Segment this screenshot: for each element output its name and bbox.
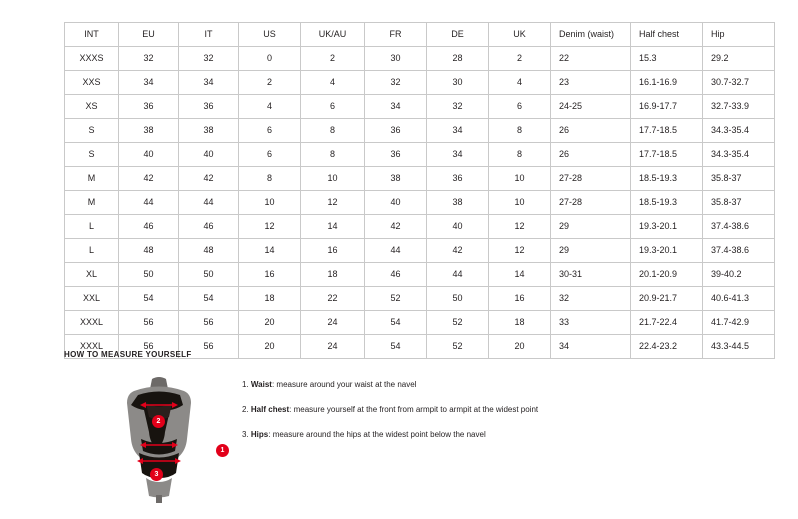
cell-it: 46 — [179, 215, 239, 239]
cell-us: 16 — [239, 263, 301, 287]
cell-ukau: 4 — [301, 71, 365, 95]
cell-eu: 40 — [119, 143, 179, 167]
cell-uk: 2 — [489, 47, 551, 71]
cell-eu: 54 — [119, 287, 179, 311]
cell-int: XL — [65, 263, 119, 287]
cell-it: 36 — [179, 95, 239, 119]
cell-ukau: 8 — [301, 143, 365, 167]
cell-fr: 54 — [365, 335, 427, 359]
cell-it: 42 — [179, 167, 239, 191]
cell-uk: 6 — [489, 95, 551, 119]
how-to-measure-body — [64, 369, 734, 499]
cell-ukau: 12 — [301, 191, 365, 215]
how-to-measure-section — [64, 350, 734, 499]
cell-hip: 40.6-41.3 — [703, 287, 775, 311]
cell-eu: 48 — [119, 239, 179, 263]
cell-uk: 10 — [489, 167, 551, 191]
cell-fr: 32 — [365, 71, 427, 95]
cell-uk: 12 — [489, 215, 551, 239]
cell-us: 18 — [239, 287, 301, 311]
cell-de: 36 — [427, 167, 489, 191]
cell-us: 14 — [239, 239, 301, 263]
column-header-fr: FR — [365, 23, 427, 47]
table-row — [65, 239, 775, 263]
cell-hip: 34.3-35.4 — [703, 119, 775, 143]
cell-uk: 8 — [489, 119, 551, 143]
cell-us: 10 — [239, 191, 301, 215]
cell-eu: 34 — [119, 71, 179, 95]
step-number: 1. — [242, 380, 249, 389]
cell-fr: 44 — [365, 239, 427, 263]
cell-int: XXXS — [65, 47, 119, 71]
cell-eu: 36 — [119, 95, 179, 119]
step-text: : measure yourself at the front from armpit to armpit at the widest point — [289, 405, 539, 414]
cell-us: 12 — [239, 215, 301, 239]
cell-de: 40 — [427, 215, 489, 239]
cell-us: 8 — [239, 167, 301, 191]
cell-denim-waist: 29 — [551, 215, 631, 239]
cell-it: 34 — [179, 71, 239, 95]
cell-int: XXS — [65, 71, 119, 95]
cell-de: 44 — [427, 263, 489, 287]
cell-hip: 29.2 — [703, 47, 775, 71]
table-row — [65, 215, 775, 239]
cell-uk: 4 — [489, 71, 551, 95]
table-row — [65, 119, 775, 143]
cell-ukau: 8 — [301, 119, 365, 143]
cell-half-chest: 22.4-23.2 — [631, 335, 703, 359]
cell-int: S — [65, 143, 119, 167]
cell-int: L — [65, 239, 119, 263]
cell-eu: 56 — [119, 335, 179, 359]
female-mannequin-measurement-diagram — [94, 375, 224, 505]
cell-int: XS — [65, 95, 119, 119]
cell-it: 56 — [179, 311, 239, 335]
cell-uk: 14 — [489, 263, 551, 287]
cell-it: 50 — [179, 263, 239, 287]
step-text: : measure around your waist at the navel — [271, 380, 417, 389]
cell-half-chest: 15.3 — [631, 47, 703, 71]
cell-us: 20 — [239, 311, 301, 335]
callout-bullet-1: 1 — [216, 444, 229, 457]
cell-eu: 50 — [119, 263, 179, 287]
cell-denim-waist: 32 — [551, 287, 631, 311]
cell-hip: 30.7-32.7 — [703, 71, 775, 95]
cell-ukau: 10 — [301, 167, 365, 191]
cell-int: XXL — [65, 287, 119, 311]
cell-de: 30 — [427, 71, 489, 95]
cell-uk: 18 — [489, 311, 551, 335]
cell-uk: 12 — [489, 239, 551, 263]
cell-hip: 32.7-33.9 — [703, 95, 775, 119]
cell-eu: 44 — [119, 191, 179, 215]
cell-it: 44 — [179, 191, 239, 215]
cell-hip: 35.8-37 — [703, 167, 775, 191]
table-header-row — [65, 23, 775, 47]
cell-denim-waist: 27-28 — [551, 167, 631, 191]
cell-ukau: 6 — [301, 95, 365, 119]
cell-ukau: 2 — [301, 47, 365, 71]
cell-ukau: 24 — [301, 335, 365, 359]
cell-de: 50 — [427, 287, 489, 311]
step-number: 3. — [242, 430, 249, 439]
cell-eu: 56 — [119, 311, 179, 335]
cell-uk: 16 — [489, 287, 551, 311]
table-row — [65, 287, 775, 311]
cell-hip: 43.3-44.5 — [703, 335, 775, 359]
cell-us: 0 — [239, 47, 301, 71]
table-row — [65, 263, 775, 287]
column-header-hip: Hip — [703, 23, 775, 47]
cell-eu: 46 — [119, 215, 179, 239]
cell-us: 20 — [239, 335, 301, 359]
cell-denim-waist: 22 — [551, 47, 631, 71]
cell-us: 6 — [239, 143, 301, 167]
cell-denim-waist: 26 — [551, 143, 631, 167]
cell-int: M — [65, 191, 119, 215]
cell-uk: 20 — [489, 335, 551, 359]
cell-denim-waist: 26 — [551, 119, 631, 143]
cell-de: 52 — [427, 311, 489, 335]
step-term: Half chest — [250, 405, 290, 414]
cell-int: S — [65, 119, 119, 143]
list-item — [242, 379, 722, 391]
column-header-it: IT — [179, 23, 239, 47]
cell-denim-waist: 33 — [551, 311, 631, 335]
cell-hip: 34.3-35.4 — [703, 143, 775, 167]
cell-fr: 46 — [365, 263, 427, 287]
cell-half-chest: 18.5-19.3 — [631, 167, 703, 191]
cell-half-chest: 17.7-18.5 — [631, 119, 703, 143]
cell-fr: 54 — [365, 311, 427, 335]
cell-de: 28 — [427, 47, 489, 71]
cell-de: 42 — [427, 239, 489, 263]
cell-denim-waist: 23 — [551, 71, 631, 95]
cell-half-chest: 16.1-16.9 — [631, 71, 703, 95]
table-row — [65, 167, 775, 191]
cell-fr: 30 — [365, 47, 427, 71]
step-text: : measure around the hips at the widest point below the navel — [268, 430, 486, 439]
cell-int: XXXL — [65, 335, 119, 359]
cell-it: 56 — [179, 335, 239, 359]
cell-hip: 37.4-38.6 — [703, 215, 775, 239]
cell-half-chest: 20.1-20.9 — [631, 263, 703, 287]
cell-hip: 41.7-42.9 — [703, 311, 775, 335]
cell-eu: 38 — [119, 119, 179, 143]
cell-denim-waist: 34 — [551, 335, 631, 359]
table-row — [65, 311, 775, 335]
cell-ukau: 16 — [301, 239, 365, 263]
cell-denim-waist: 30-31 — [551, 263, 631, 287]
table-row — [65, 71, 775, 95]
column-header-de: DE — [427, 23, 489, 47]
cell-de: 52 — [427, 335, 489, 359]
cell-us: 2 — [239, 71, 301, 95]
cell-ukau: 14 — [301, 215, 365, 239]
cell-hip: 39-40.2 — [703, 263, 775, 287]
column-header-int: INT — [65, 23, 119, 47]
table-row — [65, 47, 775, 71]
cell-half-chest: 17.7-18.5 — [631, 143, 703, 167]
size-chart-container — [64, 22, 750, 359]
cell-half-chest: 20.9-21.7 — [631, 287, 703, 311]
table-row — [65, 143, 775, 167]
cell-it: 40 — [179, 143, 239, 167]
cell-denim-waist: 27-28 — [551, 191, 631, 215]
cell-de: 38 — [427, 191, 489, 215]
cell-fr: 36 — [365, 119, 427, 143]
cell-us: 4 — [239, 95, 301, 119]
cell-ukau: 18 — [301, 263, 365, 287]
cell-hip: 35.8-37 — [703, 191, 775, 215]
measurement-instructions-list — [242, 379, 722, 454]
table-row — [65, 95, 775, 119]
step-term: Waist — [250, 380, 272, 389]
column-header-uk: UK — [489, 23, 551, 47]
cell-half-chest: 18.5-19.3 — [631, 191, 703, 215]
callout-bullet-2: 2 — [152, 415, 165, 428]
size-chart-table — [64, 22, 775, 359]
cell-hip: 37.4-38.6 — [703, 239, 775, 263]
cell-it: 32 — [179, 47, 239, 71]
cell-de: 34 — [427, 143, 489, 167]
cell-denim-waist: 24-25 — [551, 95, 631, 119]
cell-fr: 38 — [365, 167, 427, 191]
cell-eu: 32 — [119, 47, 179, 71]
cell-denim-waist: 29 — [551, 239, 631, 263]
cell-uk: 8 — [489, 143, 551, 167]
cell-half-chest: 19.3-20.1 — [631, 215, 703, 239]
step-number: 2. — [242, 405, 249, 414]
cell-int: L — [65, 215, 119, 239]
cell-de: 34 — [427, 119, 489, 143]
cell-fr: 40 — [365, 191, 427, 215]
column-header-half-chest: Half chest — [631, 23, 703, 47]
cell-fr: 36 — [365, 143, 427, 167]
cell-int: M — [65, 167, 119, 191]
cell-half-chest: 19.3-20.1 — [631, 239, 703, 263]
column-header-us: US — [239, 23, 301, 47]
cell-eu: 42 — [119, 167, 179, 191]
cell-fr: 42 — [365, 215, 427, 239]
cell-it: 38 — [179, 119, 239, 143]
column-header-ukau: UK/AU — [301, 23, 365, 47]
cell-de: 32 — [427, 95, 489, 119]
step-term: Hips — [250, 430, 269, 439]
cell-it: 48 — [179, 239, 239, 263]
cell-fr: 52 — [365, 287, 427, 311]
cell-ukau: 22 — [301, 287, 365, 311]
cell-fr: 34 — [365, 95, 427, 119]
list-item — [242, 429, 722, 441]
list-item — [242, 404, 722, 416]
cell-int: XXXL — [65, 311, 119, 335]
cell-us: 6 — [239, 119, 301, 143]
cell-it: 54 — [179, 287, 239, 311]
column-header-denim-waist: Denim (waist) — [551, 23, 631, 47]
cell-ukau: 24 — [301, 311, 365, 335]
cell-half-chest: 21.7-22.4 — [631, 311, 703, 335]
cell-uk: 10 — [489, 191, 551, 215]
column-header-eu: EU — [119, 23, 179, 47]
callout-bullet-3: 3 — [150, 468, 163, 481]
how-to-measure-title: HOW TO MEASURE YOURSELF — [64, 350, 192, 359]
table-row — [65, 191, 775, 215]
cell-half-chest: 16.9-17.7 — [631, 95, 703, 119]
